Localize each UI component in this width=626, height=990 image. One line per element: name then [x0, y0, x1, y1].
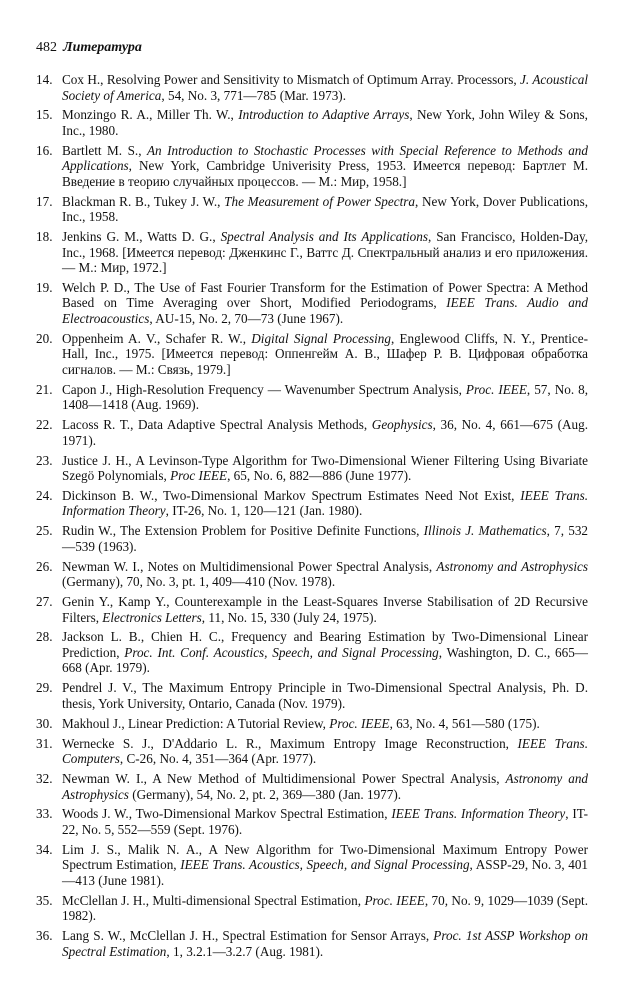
- reference-item: [36, 382, 588, 413]
- reference-text: Woods J. W., Two-Dimensional Markov Spectral Estimation,: [62, 806, 392, 822]
- reference-item: [36, 523, 588, 554]
- reference-source-title: The Measurement of Power Spectra: [224, 193, 415, 209]
- reference-details: , 36, No. 4, 661—675 (Aug. 1971).: [62, 417, 588, 448]
- reference-item: [36, 928, 588, 959]
- reference-details: , 57, No. 8, 1408—1418 (Aug. 1969).: [62, 381, 589, 413]
- reference-number: 24.: [36, 487, 53, 503]
- reference-source-title: IEEE Trans. Audio and Electroacoustics: [62, 295, 588, 326]
- reference-text: Lim J. S., Malik N. A., A New Algorithm for Two-Dimensional Maximum Entropy Power Spectrum Estimation,: [62, 841, 588, 873]
- reference-source-title: J. Acoustical Society of America: [62, 72, 588, 103]
- reference-source-title: Spectral Analysis and Its Applications: [220, 229, 428, 245]
- reference-source-title: Geophysics: [371, 417, 433, 433]
- reference-source-title: Introduction to Adaptive Arrays: [238, 107, 410, 123]
- reference-item: [36, 594, 588, 625]
- reference-number: 17.: [36, 193, 53, 209]
- reference-text: Jackson L. B., Chien H. C., Frequency and Bearing Estimation by Two-Dimensional Linear Prediction,: [62, 629, 588, 660]
- reference-details: , Englewood Cliffs, N. Y., Prentice-Hall, Inc., 1975. [Имеется перевод: Оппенгейм А. В., Шафер Р. В. Цифровая обработка сигналов. — М.: Связь, 1979.]: [62, 330, 588, 377]
- reference-details: , 7, 532—539 (1963).: [62, 523, 589, 554]
- reference-source-title: Proc. 1st ASSP Workshop on Spectral Estimation: [62, 928, 588, 959]
- reference-item: [36, 280, 588, 327]
- reference-source-title: Electronics Letters: [102, 609, 202, 625]
- reference-text: Blackman R. B., Tukey J. W.,: [62, 193, 225, 209]
- reference-source-title: Proc. IEEE: [364, 892, 425, 908]
- reference-details: (Germany), 54, No. 2, pt. 2, 369—380 (Jan. 1977).: [128, 786, 402, 802]
- reference-number: 29.: [36, 680, 53, 696]
- reference-source-title: Illinois J. Mathematics: [423, 523, 547, 539]
- reference-details: , IT-26, No. 1, 120—121 (Jan. 1980).: [165, 503, 363, 519]
- page-number: 482: [36, 40, 57, 55]
- reference-number: 36.: [36, 928, 53, 944]
- reference-item: [36, 842, 588, 889]
- reference-number: 28.: [36, 629, 53, 645]
- reference-number: 30.: [36, 715, 53, 731]
- reference-details: , New York, Cambridge Univerisity Press, 1953. Имеется перевод: Бартлет М. Введение в теорию случайных процессов. — М.: Мир, 1958.]: [62, 158, 588, 189]
- reference-item: [36, 736, 588, 767]
- reference-number: 21.: [36, 381, 53, 397]
- reference-item: [36, 453, 588, 484]
- reference-text: Bartlett M. S.,: [62, 142, 147, 158]
- reference-source-title: Astronomy and Astrophysics: [62, 771, 589, 802]
- reference-details: , Washington, D. C., 665—668 (Apr. 1979).: [62, 644, 588, 676]
- reference-details: , 70, No. 9, 1029—1039 (Sept. 1982).: [62, 892, 588, 924]
- reference-details: , AU-15, No. 2, 70—73 (June 1967).: [149, 310, 344, 326]
- reference-text: Wernecke S. J., D'Addario L. R., Maximum Entropy Image Reconstruction,: [62, 735, 518, 751]
- reference-item: [36, 417, 588, 448]
- reference-item: [36, 806, 588, 837]
- reference-source-title: An Introduction to Stochastic Processes with Special Reference to Methods and Applications: [62, 142, 588, 174]
- reference-item: [36, 229, 588, 276]
- reference-details: , 1, 3.2.1—3.2.7 (Aug. 1981).: [166, 943, 324, 959]
- reference-number: 23.: [36, 452, 53, 468]
- reference-item: [36, 194, 588, 225]
- reference-number: 14.: [36, 72, 53, 87]
- reference-text: Oppenheim A. V., Schafer R. W.,: [62, 330, 252, 346]
- reference-text: Lang S. W., McClellan J. H., Spectral Estimation for Sensor Arrays,: [62, 928, 434, 944]
- reference-number: 27.: [36, 594, 53, 610]
- reference-number: 31.: [36, 735, 53, 751]
- reference-item: [36, 680, 588, 711]
- reference-item: [36, 771, 588, 802]
- reference-text: Dickinson B. W., Two-Dimensional Markov Spectrum Estimates Need Not Exist,: [62, 487, 521, 503]
- reference-details: , San Francisco, Holden-Day, Inc., 1968. [Имеется перевод: Дженкинс Г., Ваттс Д. Спектральный анализ и его приложения. — М.: Мир, 1972.]: [62, 229, 588, 276]
- reference-item: [36, 893, 588, 924]
- reference-text: Capon J., High-Resolution Frequency — Wavenumber Spectrum Analysis,: [62, 381, 466, 397]
- reference-item: [36, 72, 588, 103]
- reference-text: Welch P. D., The Use of Fast Fourier Transform for the Estimation of Power Spectra: A Method Based on Time Averaging over Short, Modified Periodograms,: [62, 279, 588, 311]
- reference-number: 25.: [36, 523, 53, 539]
- reference-text: McClellan J. H., Multi-dimensional Spectral Estimation,: [62, 892, 365, 908]
- reference-item: [36, 559, 588, 590]
- reference-list: [36, 72, 588, 963]
- reference-source-title: Proc IEEE: [170, 468, 228, 484]
- reference-item: [36, 331, 588, 378]
- reference-number: 33.: [36, 806, 53, 822]
- reference-source-title: IEEE Trans. Information Theory: [62, 487, 588, 519]
- reference-text: Makhoul J., Linear Prediction: A Tutorial Review,: [62, 715, 330, 731]
- reference-details: , IT-22, No. 5, 552—559 (Sept. 1976).: [62, 806, 588, 837]
- reference-text: Genin Y., Kamp Y., Counterexample in the Least-Squares Inverse Stabilisation of 2D Recursive Filters,: [62, 594, 588, 625]
- reference-source-title: Proc. IEEE: [465, 381, 527, 397]
- reference-number: 19.: [36, 279, 53, 295]
- reference-details: , C-26, No. 4, 351—364 (Apr. 1977).: [119, 751, 317, 767]
- reference-text: Lacoss R. T., Data Adaptive Spectral Analysis Methods,: [62, 417, 372, 433]
- reference-details: , 65, No. 6, 882—886 (June 1977).: [227, 468, 412, 484]
- reference-details: , ASSP-29, No. 3, 401—413 (June 1981).: [62, 857, 589, 888]
- reference-item: [36, 143, 588, 190]
- reference-details: , New York, John Wiley & Sons, Inc., 1980.: [62, 107, 588, 138]
- reference-number: 20.: [36, 330, 53, 346]
- reference-number: 18.: [36, 229, 53, 245]
- reference-item: [36, 488, 588, 519]
- reference-source-title: Astronomy and Astrophysics: [436, 558, 588, 574]
- reference-item: [36, 629, 588, 676]
- reference-source-title: IEEE Trans. Computers: [62, 735, 588, 767]
- reference-details: , 63, No. 4, 561—580 (175).: [389, 715, 540, 731]
- reference-text: Jenkins G. M., Watts D. G.,: [62, 229, 221, 245]
- reference-text: Newman W. I., Notes on Multidimensional Power Spectral Analysis,: [62, 558, 437, 574]
- reference-details: , 11, No. 15, 330 (July 24, 1975).: [201, 609, 377, 625]
- reference-text: Monzingo R. A., Miller Th. W.,: [62, 107, 239, 123]
- reference-details: (Germany), 70, No. 3, pt. 1, 409—410 (Nov. 1978).: [62, 574, 336, 590]
- reference-source-title: IEEE Trans. Information Theory: [391, 806, 566, 822]
- page-header: [36, 40, 142, 56]
- running-title: Литература: [63, 40, 142, 55]
- reference-source-title: Digital Signal Processing: [251, 330, 391, 346]
- reference-text: Newman W. I., A New Method of Multidimensional Power Spectral Analysis,: [62, 771, 506, 787]
- reference-number: 16.: [36, 142, 53, 158]
- reference-text: Cox H., Resolving Power and Sensitivity to Mismatch of Optimum Array. Processors,: [62, 72, 521, 87]
- reference-source-title: IEEE Trans. Acoustics, Speech, and Signal Processing: [180, 857, 470, 873]
- reference-number: 22.: [36, 417, 53, 433]
- reference-text: Rudin W., The Extension Problem for Positive Definite Functions,: [62, 523, 424, 539]
- reference-source-title: Proc. Int. Conf. Acoustics, Speech, and Signal Processing: [124, 644, 439, 660]
- reference-source-title: Proc. IEEE: [329, 715, 390, 731]
- reference-text: Justice J. H., A Levinson-Type Algorithm for Two-Dimensional Wiener Filtering Using Bivariate Szegö Polynomials,: [62, 452, 588, 484]
- reference-details: , 54, No. 3, 771—785 (Mar. 1973).: [161, 87, 346, 103]
- reference-item: [36, 716, 588, 732]
- reference-number: 32.: [36, 771, 53, 787]
- reference-number: 26.: [36, 558, 53, 574]
- reference-number: 35.: [36, 892, 53, 908]
- reference-number: 34.: [36, 841, 53, 857]
- reference-item: [36, 107, 588, 138]
- reference-number: 15.: [36, 107, 53, 123]
- reference-text: Pendrel J. V., The Maximum Entropy Principle in Two-Dimensional Spectral Analysis, Ph. D. thesis, York University, Ontario, Canada (Nov. 1979).: [62, 680, 588, 711]
- reference-details: , New York, Dover Publications, Inc., 1958.: [62, 193, 588, 225]
